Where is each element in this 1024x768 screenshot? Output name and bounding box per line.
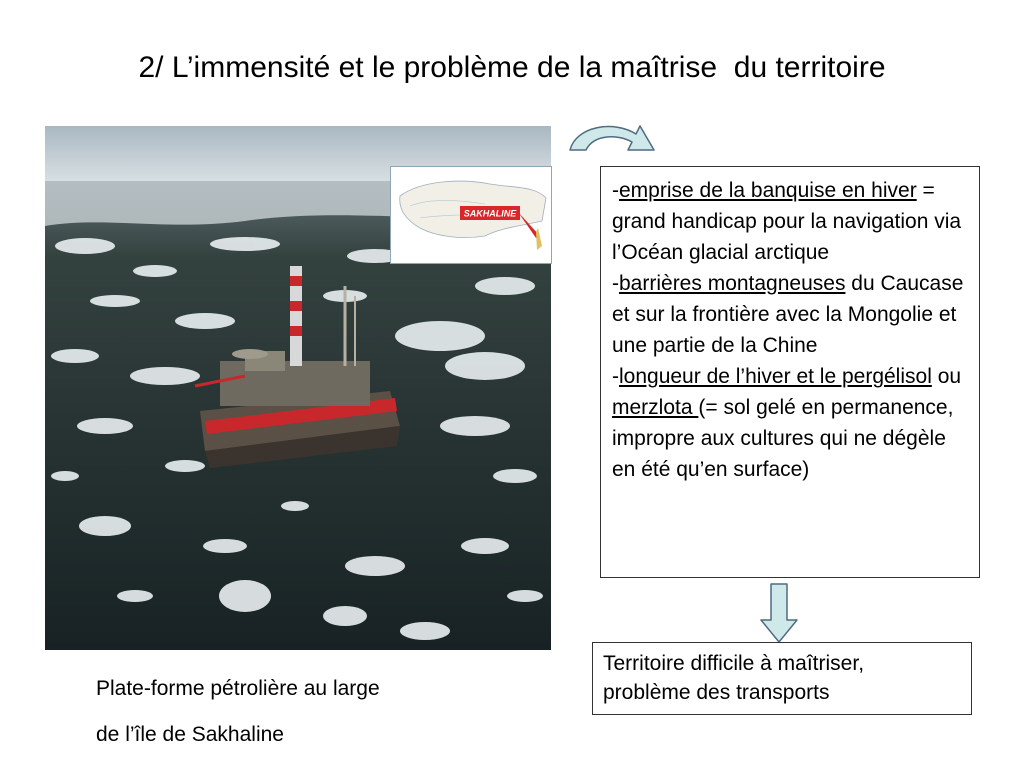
point-mountains-text: du Caucase et sur la frontière avec la Mongolie et une partie de la Chine [612,272,964,357]
point-winter-text: (= sol gelé en permanence, impropre aux cultures qui ne dégèle en été qu’en surface) [612,396,954,481]
russia-inset-map [390,166,552,264]
point-mountains-keyword: barrières montagneuses [619,272,846,295]
caption-line-1: Plate-forme pétrolière au large [96,677,380,700]
point-winter-mid: ou [931,365,962,388]
conclusion-box [592,642,972,715]
curved-arrow-icon [562,120,662,160]
inset-label: SAKHALINE [463,208,517,219]
point-winter [612,361,969,485]
point-dash: - [612,365,619,388]
point-ice-text: = grand handicap pour la navigation via l’Océan glacial arctique [612,179,962,264]
point-dash: - [612,179,619,202]
point-dash: - [612,272,619,295]
point-winter-keyword: longueur de l’hiver et le pergélisol [619,365,932,388]
point-ice-keyword: emprise de la banquise en hiver [619,179,917,202]
point-merzlota-keyword: merzlota [612,396,699,419]
point-mountains [612,268,969,361]
conclusion-line-2: problème des transports [603,681,830,704]
caption-line-2: de l’île de Sakhaline [96,723,284,746]
conclusion-line-1: Territoire difficile à maîtriser, [603,652,865,675]
down-arrow-icon [759,582,799,644]
problems-box [600,166,980,578]
slide-title: 2/ L’immensité et le problème de la maîtrise du territoire [138,51,886,84]
point-ice [612,175,969,268]
photo-caption [96,666,380,758]
